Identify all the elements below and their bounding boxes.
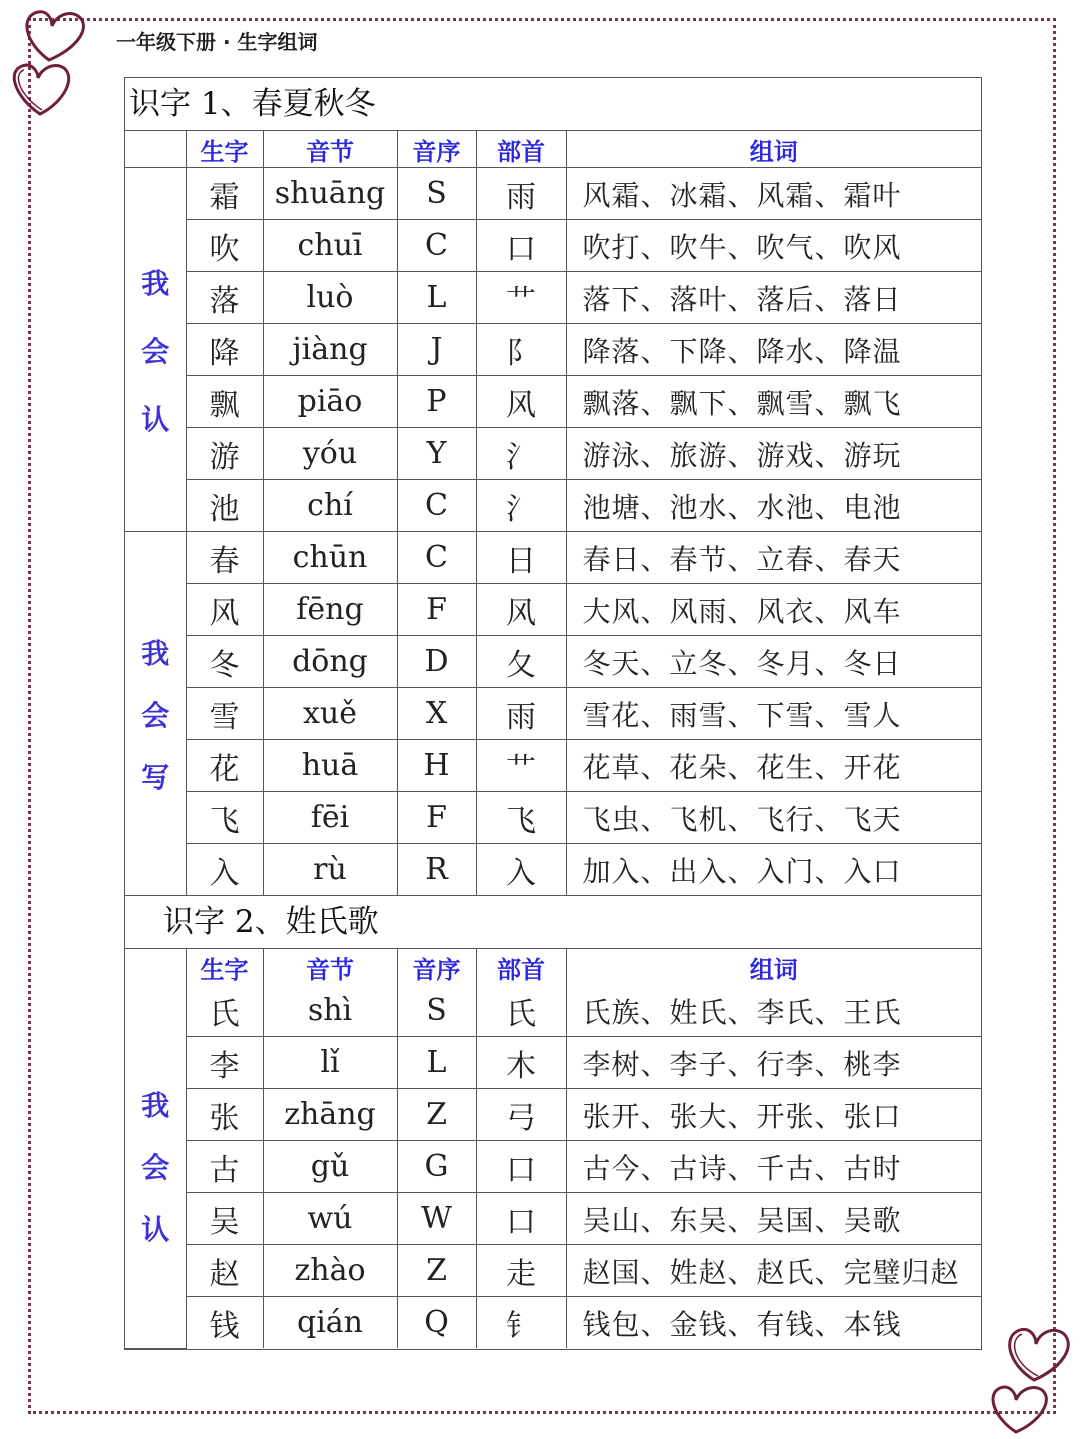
radical-cell: 飞 — [476, 792, 566, 844]
char-cell: 张 — [186, 1089, 263, 1141]
pinyin-cell: luò — [263, 272, 397, 324]
radical-cell: 艹 — [476, 272, 566, 324]
order-cell: P — [397, 376, 476, 428]
column-header-row — [125, 949, 981, 985]
table-row — [125, 272, 981, 324]
words-cell: 吹打、吹牛、吹气、吹风 — [566, 220, 981, 272]
radical-cell: 雨 — [476, 168, 566, 220]
radical-cell: 弓 — [476, 1089, 566, 1141]
radical-cell: 雨 — [476, 688, 566, 740]
radical-cell: 艹 — [476, 740, 566, 792]
column-header-blank — [125, 949, 186, 985]
category-label — [125, 985, 186, 1348]
order-cell: C — [397, 220, 476, 272]
order-cell: L — [397, 1037, 476, 1089]
radical-cell: 木 — [476, 1037, 566, 1089]
radical-cell: 口 — [476, 1193, 566, 1245]
char-cell: 古 — [186, 1141, 263, 1193]
char-cell: 飞 — [186, 792, 263, 844]
column-header-char: 生字 — [186, 131, 263, 168]
char-cell: 赵 — [186, 1245, 263, 1297]
pinyin-cell: yóu — [263, 428, 397, 480]
order-cell: Y — [397, 428, 476, 480]
category-char: 我 — [141, 636, 170, 670]
char-cell: 钱 — [186, 1297, 263, 1349]
radical-cell: 氵 — [476, 428, 566, 480]
radical-cell: 口 — [476, 220, 566, 272]
pinyin-cell: xuě — [263, 688, 397, 740]
vocab-sheet — [124, 77, 982, 1350]
order-cell: S — [397, 168, 476, 220]
pinyin-cell: gǔ — [263, 1141, 397, 1193]
char-cell: 李 — [186, 1037, 263, 1089]
heart-decoration-icon — [4, 2, 94, 122]
char-cell: 花 — [186, 740, 263, 792]
order-cell: W — [397, 1193, 476, 1245]
char-cell: 氏 — [186, 985, 263, 1037]
pinyin-cell: shì — [263, 985, 397, 1037]
order-cell: Z — [397, 1089, 476, 1141]
pinyin-cell: piāo — [263, 376, 397, 428]
column-header-char: 生字 — [186, 949, 263, 985]
table-row — [125, 168, 981, 220]
column-header-pinyin: 音节 — [263, 131, 397, 168]
table-row — [125, 844, 981, 896]
category-char: 会 — [141, 334, 170, 368]
section-title: 识字 2、姓氏歌 — [125, 896, 981, 949]
category-char: 会 — [141, 1151, 170, 1185]
words-cell: 李树、李子、行李、桃李 — [566, 1037, 981, 1089]
pinyin-cell: rù — [263, 844, 397, 896]
words-cell: 花草、花朵、花生、开花 — [566, 740, 981, 792]
category-char: 认 — [141, 402, 170, 436]
char-cell: 降 — [186, 324, 263, 376]
radical-cell: 阝 — [476, 324, 566, 376]
column-header-words: 组词 — [566, 131, 981, 168]
char-cell: 雪 — [186, 688, 263, 740]
radical-cell: 风 — [476, 376, 566, 428]
table-row — [125, 740, 981, 792]
pinyin-cell: dōng — [263, 636, 397, 688]
category-char: 会 — [141, 698, 170, 732]
radical-cell: 入 — [476, 844, 566, 896]
table-row — [125, 1245, 981, 1297]
table-row — [125, 1037, 981, 1089]
words-cell: 游泳、旅游、游戏、游玩 — [566, 428, 981, 480]
pinyin-cell: chūn — [263, 532, 397, 584]
column-header-blank — [125, 131, 186, 168]
table-row — [125, 584, 981, 636]
heart-decoration-icon — [984, 1318, 1076, 1436]
pinyin-cell: chí — [263, 480, 397, 532]
order-cell: G — [397, 1141, 476, 1193]
pinyin-cell: wú — [263, 1193, 397, 1245]
table-row — [125, 1297, 981, 1349]
category-char: 我 — [141, 1089, 170, 1123]
column-header-radical: 部首 — [476, 949, 566, 985]
char-cell: 入 — [186, 844, 263, 896]
column-header-row — [125, 131, 981, 168]
pinyin-cell: chuī — [263, 220, 397, 272]
char-cell: 飘 — [186, 376, 263, 428]
table-row — [125, 792, 981, 844]
char-cell: 落 — [186, 272, 263, 324]
radical-cell: 钅 — [476, 1297, 566, 1349]
table-row — [125, 480, 981, 532]
column-header-order: 音序 — [397, 131, 476, 168]
column-header-order: 音序 — [397, 949, 476, 985]
pinyin-cell: fēi — [263, 792, 397, 844]
radical-cell: 夂 — [476, 636, 566, 688]
order-cell: Z — [397, 1245, 476, 1297]
category-char: 认 — [141, 1213, 170, 1247]
words-cell: 张开、张大、开张、张口 — [566, 1089, 981, 1141]
char-cell: 池 — [186, 480, 263, 532]
pinyin-cell: shuāng — [263, 168, 397, 220]
table-row — [125, 688, 981, 740]
char-cell: 游 — [186, 428, 263, 480]
table-row — [125, 428, 981, 480]
order-cell: J — [397, 324, 476, 376]
page-title: 一年级下册 · 生字组词 — [116, 30, 318, 54]
order-cell: Q — [397, 1297, 476, 1349]
table-row — [125, 1141, 981, 1193]
words-cell: 飞虫、飞机、飞行、飞天 — [566, 792, 981, 844]
radical-cell: 日 — [476, 532, 566, 584]
order-cell: H — [397, 740, 476, 792]
group-rows — [125, 168, 981, 532]
pinyin-cell: lǐ — [263, 1037, 397, 1089]
category-char: 我 — [141, 266, 170, 300]
table-row — [125, 636, 981, 688]
table-row — [125, 985, 981, 1037]
words-cell: 赵国、姓赵、赵氏、完璧归赵 — [566, 1245, 981, 1297]
order-cell: S — [397, 985, 476, 1037]
words-cell: 吴山、东吴、吴国、吴歌 — [566, 1193, 981, 1245]
table-row — [125, 220, 981, 272]
radical-cell: 口 — [476, 1141, 566, 1193]
words-cell: 大风、风雨、风衣、风车 — [566, 584, 981, 636]
char-cell: 吴 — [186, 1193, 263, 1245]
order-cell: F — [397, 792, 476, 844]
pinyin-cell: fēng — [263, 584, 397, 636]
words-cell: 春日、春节、立春、春天 — [566, 532, 981, 584]
group-rows — [125, 532, 981, 896]
table-row — [125, 1193, 981, 1245]
section1-table — [125, 131, 981, 896]
words-cell: 池塘、池水、水池、电池 — [566, 480, 981, 532]
char-cell: 春 — [186, 532, 263, 584]
words-cell: 氏族、姓氏、李氏、王氏 — [566, 985, 981, 1037]
section2-table — [125, 949, 981, 1349]
char-cell: 霜 — [186, 168, 263, 220]
order-cell: L — [397, 272, 476, 324]
words-cell: 冬天、立冬、冬月、冬日 — [566, 636, 981, 688]
column-header-pinyin: 音节 — [263, 949, 397, 985]
order-cell: C — [397, 532, 476, 584]
column-header-words: 组词 — [566, 949, 981, 985]
order-cell: X — [397, 688, 476, 740]
pinyin-cell: zhào — [263, 1245, 397, 1297]
category-label — [125, 168, 186, 532]
order-cell: D — [397, 636, 476, 688]
char-cell: 冬 — [186, 636, 263, 688]
words-cell: 飘落、飘下、飘雪、飘飞 — [566, 376, 981, 428]
words-cell: 风霜、冰霜、风霜、霜叶 — [566, 168, 981, 220]
words-cell: 降落、下降、降水、降温 — [566, 324, 981, 376]
radical-cell: 走 — [476, 1245, 566, 1297]
section-title: 识字 1、春夏秋冬 — [125, 78, 981, 131]
category-label — [125, 532, 186, 896]
radical-cell: 氵 — [476, 480, 566, 532]
char-cell: 吹 — [186, 220, 263, 272]
pinyin-cell: jiàng — [263, 324, 397, 376]
group-rows — [125, 985, 981, 1348]
order-cell: R — [397, 844, 476, 896]
order-cell: F — [397, 584, 476, 636]
table-row — [125, 376, 981, 428]
radical-cell: 风 — [476, 584, 566, 636]
table-row — [125, 1089, 981, 1141]
pinyin-cell: qián — [263, 1297, 397, 1349]
table-row — [125, 532, 981, 584]
column-header-radical: 部首 — [476, 131, 566, 168]
table-row — [125, 324, 981, 376]
category-char: 写 — [141, 760, 170, 794]
char-cell: 风 — [186, 584, 263, 636]
pinyin-cell: zhāng — [263, 1089, 397, 1141]
words-cell: 加入、出入、入门、入口 — [566, 844, 981, 896]
words-cell: 落下、落叶、落后、落日 — [566, 272, 981, 324]
pinyin-cell: huā — [263, 740, 397, 792]
words-cell: 雪花、雨雪、下雪、雪人 — [566, 688, 981, 740]
radical-cell: 氏 — [476, 985, 566, 1037]
order-cell: C — [397, 480, 476, 532]
words-cell: 钱包、金钱、有钱、本钱 — [566, 1297, 981, 1349]
words-cell: 古今、古诗、千古、古时 — [566, 1141, 981, 1193]
